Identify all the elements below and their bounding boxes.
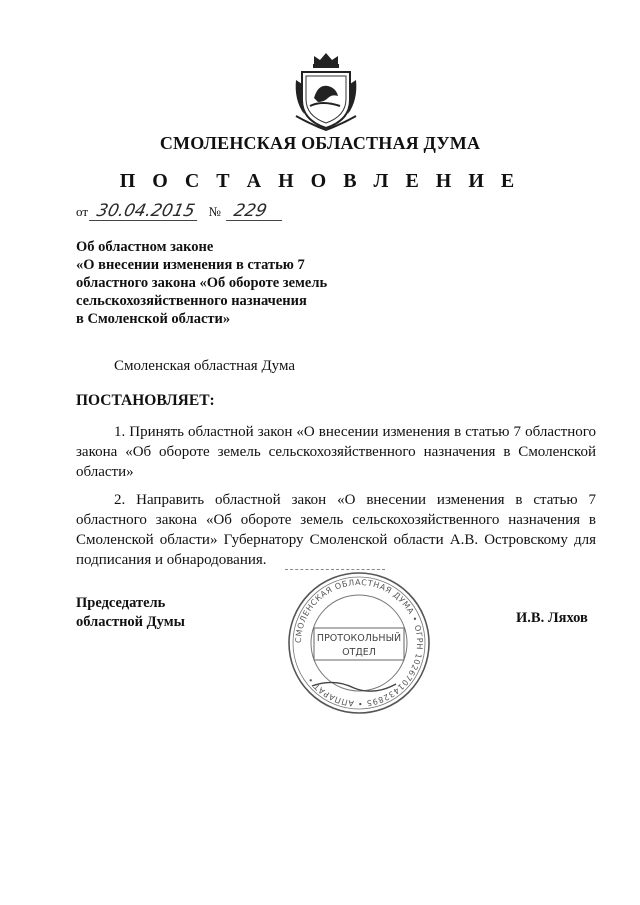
seal-inner-line-1: ПРОТОКОЛЬНЫЙ [316, 633, 402, 644]
subject-line: в Смоленской области» [76, 311, 231, 327]
signatory-name: И.В. Ляхов [516, 610, 588, 626]
resolves-heading: ПОСТАНОВЛЯЕТ: [76, 392, 215, 409]
official-seal-stamp [284, 568, 434, 718]
preamble-text: Смоленская областная Дума [114, 358, 296, 374]
subject-block [76, 238, 376, 328]
date-from-label: от [76, 204, 89, 219]
subject-line: «О внесении изменения в статью 7 [76, 257, 305, 273]
seal-inner-line-2: ОТДЕЛ [342, 647, 376, 658]
seal-ring-text: СМОЛЕНСКАЯ ОБЛАСТНАЯ ДУМА • ОГРН 1026701432895 • АППАРАТ • [293, 577, 425, 709]
signatory-title-line: Председатель [76, 595, 166, 611]
signatory-title [76, 594, 185, 632]
handwritten-date: 30.04.2015 [89, 202, 201, 221]
signatory-title-line: областной Думы [76, 614, 185, 630]
date-number-line [76, 200, 284, 224]
coat-of-arms-emblem [292, 50, 360, 132]
number-label: № [208, 204, 221, 219]
subject-line: Об областном законе [76, 239, 214, 255]
resolution-item-1: 1. Принять областной закон «О внесении изменения в статью 7 областного закона «Об обороте земель сельскохозяйственного назначения в Смоленской области» [76, 424, 596, 480]
organization-title: СМОЛЕНСКАЯ ОБЛАСТНАЯ ДУМА [159, 133, 481, 153]
resolution-item-2: 2. Направить областной закон «О внесении изменения в статью 7 областного закона «Об обороте земель сельскохозяйственного назначения в Смоленской области» Губернатору Смоленской области А.В. Островскому для подписания и обнародования. [76, 492, 596, 568]
subject-line: сельскохозяйственного назначения [76, 293, 307, 309]
handwritten-number: 229 [226, 202, 286, 221]
document-type-heading: П О С Т А Н О В Л Е Н И Е [119, 170, 521, 192]
subject-line: областного закона «Об обороте земель [76, 275, 328, 291]
